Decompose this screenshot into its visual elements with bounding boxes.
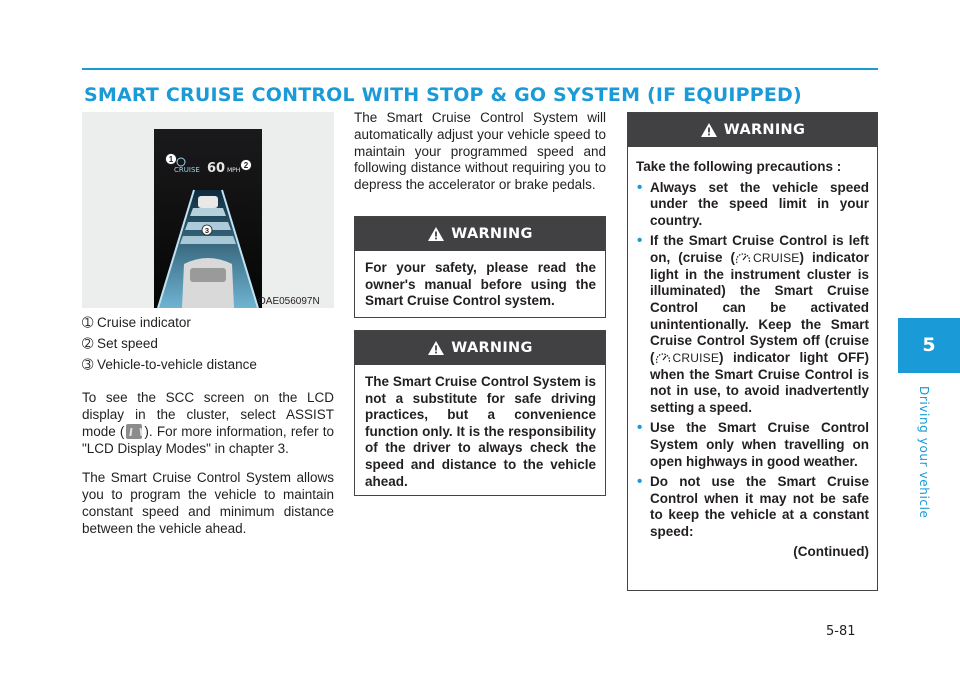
cluster-display-graphic — [82, 112, 334, 308]
warning-triangle-icon — [427, 340, 445, 356]
warning-triangle-icon — [427, 226, 445, 242]
warning-header: WARNING — [628, 113, 877, 147]
list-item: • Use the Smart Cruise Control System only when travelling on open highways in good weather. — [636, 420, 869, 470]
warning-header: WARNING — [355, 331, 605, 365]
display-speed: 60 — [207, 161, 226, 176]
assist-mode-icon — [126, 424, 142, 439]
cruise-indicator-symbol: CRUISE — [655, 350, 720, 367]
svg-text:2: 2 — [243, 161, 249, 170]
warning-triangle-icon — [700, 122, 718, 138]
page-title: SMART CRUISE CONTROL WITH STOP & GO SYSTEM (IF EQUIPPED) — [84, 84, 802, 106]
chapter-tab: 5 — [898, 318, 960, 373]
illustration-code: OAE056097N — [258, 296, 320, 307]
legend-item: ➀ Cruise indicator — [82, 315, 191, 330]
middle-column-text: The Smart Cruise Control System will automatically adjust your vehicle speed to maintain your programmed speed and following distance without requiring you to depress the accelerator or brake pedals. — [354, 110, 606, 193]
list-item: • Do not use the Smart Cruise Control when it may not be safe to keep the vehicle at a constant speed: — [636, 474, 869, 540]
warning-box-read-manual — [354, 216, 606, 318]
legend-item: ➁ Set speed — [82, 336, 158, 351]
precautions-list — [636, 180, 869, 541]
list-item: • Always set the vehicle speed under the speed limit in your country. — [636, 180, 869, 230]
svg-text:3: 3 — [204, 226, 210, 235]
display-unit: MPH — [227, 167, 241, 174]
legend-item: ➂ Vehicle-to-vehicle distance — [82, 357, 257, 372]
cluster-illustration — [82, 112, 334, 308]
distance-bar — [190, 208, 226, 216]
vehicle-ahead — [198, 196, 218, 208]
chapter-label: Driving your vehicle — [917, 386, 931, 519]
top-rule — [82, 68, 878, 70]
cruise-gauge-icon — [655, 352, 671, 365]
own-vehicle — [182, 258, 234, 308]
warning-box-not-substitute — [354, 330, 606, 496]
warning-body: The Smart Cruise Control System is not a substitute for safe driving practices, but a convenience function only. It is the responsibility of the driver to always check the speed and distance to the vehicle ahead. — [365, 374, 596, 489]
warning-body — [628, 147, 877, 569]
scc-screen-paragraph: To see the SCC screen on the LCD display in the cluster, select ASSIST mode ( ). For more information, refer to "LCD Display Modes" in chapter 3. — [82, 390, 334, 456]
page-number: 5-81 — [826, 624, 856, 639]
precautions-intro: Take the following precautions : — [636, 159, 842, 174]
left-column — [82, 314, 334, 537]
list-item: • If the Smart Cruise Control is left on, (cruise ( CRUISE ) indicator light in the instrument cluster is illuminated) the Smart Cruise Control can be activated unintentionally. Keep the Smart Cruise Control System off (cruise ( CRUISE ) indicator light OFF) when the Smart Cruise Control is not in use, to avoid inadvertently setting a speed. — [636, 233, 869, 416]
display-mode-text: CRUISE — [174, 166, 200, 174]
scc-intro-paragraph: The Smart Cruise Control System allows you to program the vehicle to maintain constant speed and minimum distance between the vehicle ahead. — [82, 470, 334, 536]
svg-text:1: 1 — [168, 155, 174, 164]
warning-header: WARNING — [355, 217, 605, 251]
distance-bar — [180, 236, 236, 244]
continued-note: (Continued) — [793, 544, 869, 560]
cruise-indicator-symbol: CRUISE — [735, 250, 800, 267]
cruise-gauge-icon — [735, 252, 751, 265]
warning-box-precautions — [627, 112, 878, 591]
warning-body: For your safety, please read the owner's manual before using the Smart Cruise Control system. — [365, 260, 596, 309]
